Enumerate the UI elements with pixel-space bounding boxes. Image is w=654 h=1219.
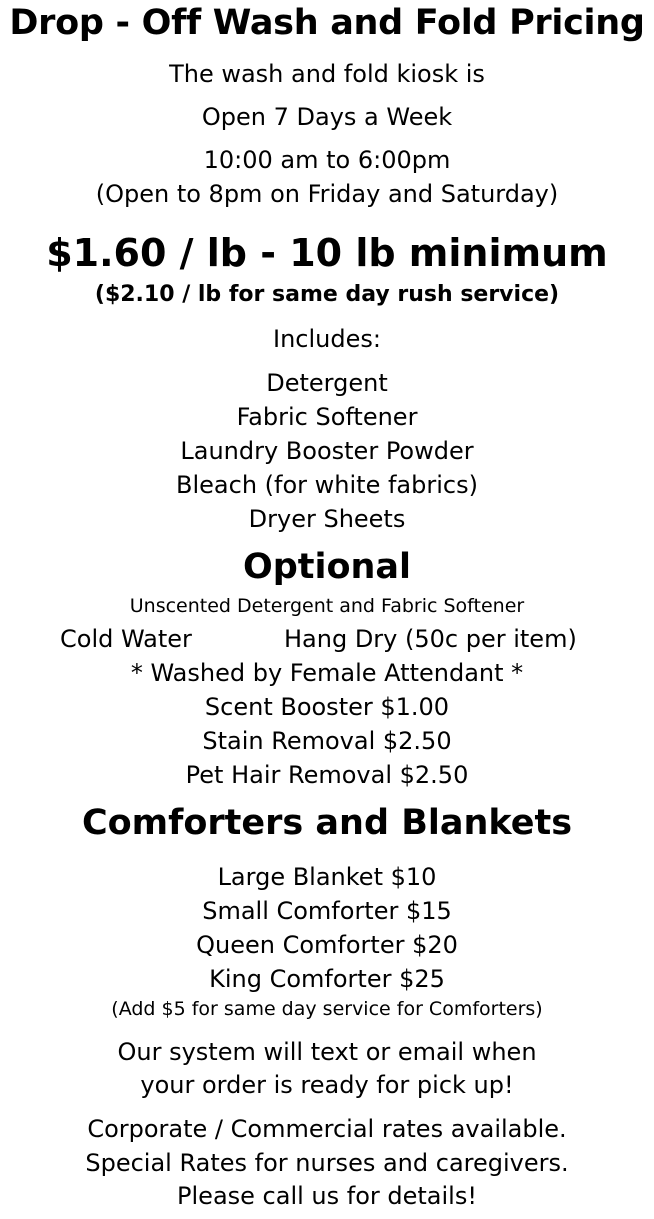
hours-line-4: (Open to 8pm on Friday and Saturday): [95, 180, 559, 208]
comforters-item: Small Comforter $15: [202, 897, 452, 925]
main-price: $1.60 / lb - 10 lb minimum: [46, 231, 608, 275]
comforters-note: (Add $5 for same day service for Comforters): [111, 998, 543, 1020]
hours-line-2: Open 7 Days a Week: [201, 103, 453, 131]
optional-heading: Optional: [242, 547, 412, 587]
optional-item: Stain Removal $2.50: [202, 727, 452, 755]
comforters-heading: Comforters and Blankets: [81, 803, 573, 843]
hours-line-1: The wash and fold kiosk is: [169, 60, 485, 88]
comforters-item: Queen Comforter $20: [196, 931, 458, 959]
includes-item: Fabric Softener: [236, 403, 418, 431]
optional-item: * Washed by Female Attendant *: [130, 659, 524, 687]
corporate-line-1: Corporate / Commercial rates available.: [87, 1115, 567, 1143]
includes-item: Laundry Booster Powder: [180, 437, 474, 465]
hours-line-3: 10:00 am to 6:00pm: [203, 146, 451, 174]
includes-item: Detergent: [266, 369, 388, 397]
optional-item: Pet Hair Removal $2.50: [185, 761, 469, 789]
notify-line-1: Our system will text or email when: [117, 1038, 537, 1066]
optional-item: Scent Booster $1.00: [204, 693, 450, 721]
rush-price: ($2.10 / lb for same day rush service): [94, 282, 560, 307]
optional-unscented: Unscented Detergent and Fabric Softener: [129, 595, 525, 617]
optional-cold-water: Cold Water: [60, 625, 192, 653]
includes-item: Bleach (for white fabrics): [176, 471, 478, 499]
includes-item: Dryer Sheets: [248, 505, 406, 533]
comforters-item: King Comforter $25: [209, 965, 445, 993]
corporate-line-2: Special Rates for nurses and caregivers.: [85, 1149, 569, 1177]
comforters-item: Large Blanket $10: [217, 863, 437, 891]
corporate-line-3: Please call us for details!: [177, 1182, 477, 1210]
page-title: Drop - Off Wash and Fold Pricing: [9, 3, 645, 43]
notify-line-2: your order is ready for pick up!: [140, 1071, 514, 1099]
optional-hang-dry: Hang Dry (50c per item): [284, 625, 577, 653]
includes-heading: Includes:: [273, 325, 381, 353]
